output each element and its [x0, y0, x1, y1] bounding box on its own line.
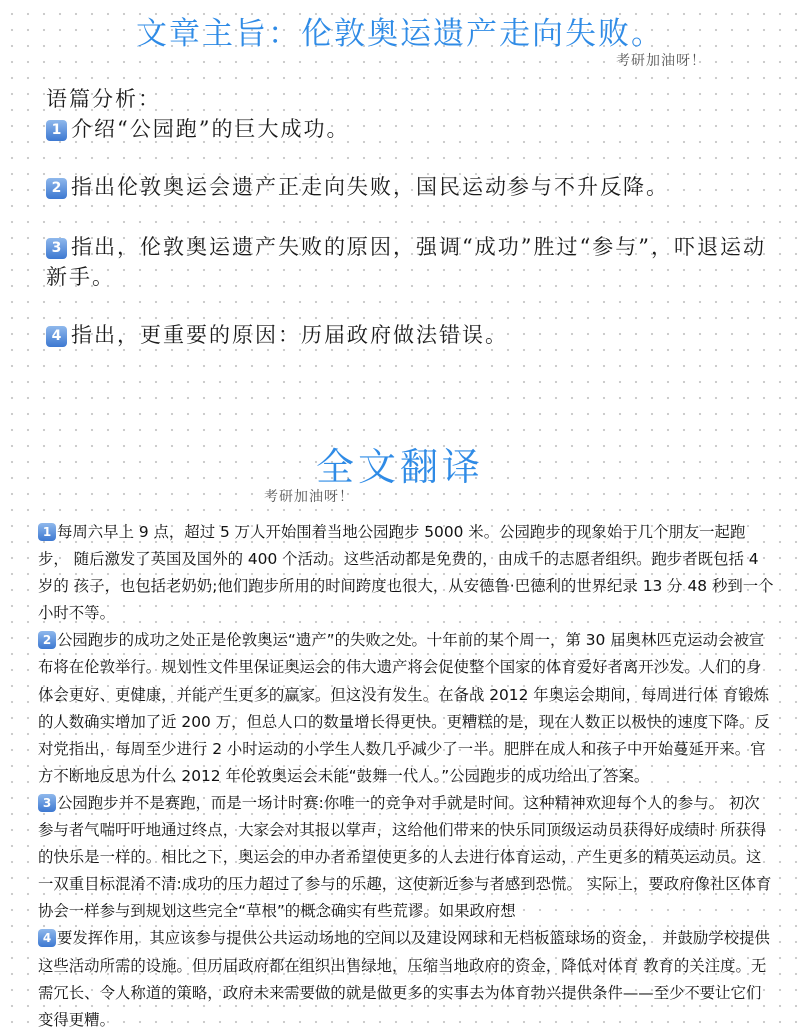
number-1-icon: 1: [46, 120, 67, 141]
watermark: 考研加油呀！: [616, 53, 706, 69]
watermark: 考研加油呀！: [264, 489, 354, 505]
analysis-item-text: 指出，伦敦奥运遗产失败的原因，强调“成功”胜过“参与”，吓退运动新手。: [46, 235, 766, 289]
number-4-icon: 4: [38, 929, 56, 947]
main-title: 文章主旨：伦敦奥运遗产走向失败。: [136, 16, 664, 52]
number-2-icon: 2: [38, 631, 56, 649]
paragraph-text: 公园跑步的成功之处正是伦敦奥运“遗产”的失败之处。十年前的某个周一，第 30 届奥林匹克运动会被宣布将在伦敦举行。规划性文件里保证奥运会的伟大遗产将会促使整个国家的体育爱好者离开沙发。人们的身体会更好、更健康，并能产生更多的赢家。但这没有发生。在备战 2012 年奥运会期间，每周进行体 育锻炼的人数确实增加了近 200 万，但总人口的数量增长得更快。更糟糕的是，现在人数正以极快的速度下降。反对党指出，每周至少进行 2 小时运动的小学生人数几乎减少了一半。肥胖在成人和孩子中开始蔓延开来。官方不断地反思为什么 2012 年伦敦奥运会未能“鼓舞一代人。”公园跑步的成功给出了答案。: [38, 631, 770, 785]
translation-paragraph-3: [38, 790, 774, 925]
paragraph-text: 公园跑步并不是赛跑，而是一场计时赛:你唯一的竞争对手就是时间。这种精神欢迎每个人的参与。 初次参与者气喘吁吁地通过终点，大家会对其报以掌声，这给他们带来的快乐同顶级运动员获得好成绩时 所获得的快乐是一样的。相比之下，奥运会的申办者希望使更多的人去进行体育运动，产生更多的精英运动员。这一双重目标混淆不清:成功的压力超过了参与的乐趣，这使新近参与者感到恐慌。 实际上，要政府像社区体育协会一样参与到规划这些完全“草根”的概念确实有些荒谬。如果政府想: [38, 793, 772, 921]
analysis-item-2: [46, 172, 766, 202]
translation-title: 全文翻译: [315, 445, 484, 489]
analysis-item-text: 指出，更重要的原因：历届政府做法错误。: [71, 323, 508, 347]
paragraph-text: 每周六早上 9 点，超过 5 万人开始围着当地公园跑步 5000 米。公园跑步的现象始于几个朋友一起跑步， 随后激发了英国及国外的 400 个活动。这些活动都是免费的，由成千的志愿者组织。跑步者既包括 4 岁的 孩子，也包括老奶奶;他们跑步所用的时间跨度也很大，从安德鲁·巴德利的世界纪录 13 分 48 秒到一个小时不等。: [38, 523, 774, 623]
number-3-icon: 3: [38, 794, 56, 812]
analysis-item-1: [46, 114, 766, 144]
analysis-label: 语篇分析：: [46, 87, 161, 111]
number-3-icon: 3: [46, 238, 67, 259]
analysis-item-text: 介绍“公园跑”的巨大成功。: [71, 117, 350, 141]
translation-paragraph-4: [38, 925, 774, 1033]
translation-body: [38, 519, 774, 1034]
translation-paragraph-2: [38, 627, 774, 790]
paragraph-text: 要发挥作用，其应该参与提供公共运动场地的空间以及建设网球和无档板篮球场的资金， 并鼓励学校提供这些活动所需的设施。但历届政府都在组织出售绿地，压缩当地政府的资金，降低对体育 教育的关注度。无需冗长、令人称道的策略，政府未来需要做的就是做更多的实事去为体育勃兴提供条件——至少不要让它们变得更糟。: [38, 929, 770, 1029]
number-4-icon: 4: [46, 326, 67, 347]
number-2-icon: 2: [46, 178, 67, 199]
analysis-item-4: [46, 320, 766, 350]
number-1-icon: 1: [38, 523, 56, 541]
analysis-item-3: [46, 232, 766, 292]
analysis-item-text: 指出伦敦奥运会遗产正走向失败，国民运动参与不升反降。: [71, 175, 669, 199]
translation-paragraph-1: [38, 519, 774, 627]
